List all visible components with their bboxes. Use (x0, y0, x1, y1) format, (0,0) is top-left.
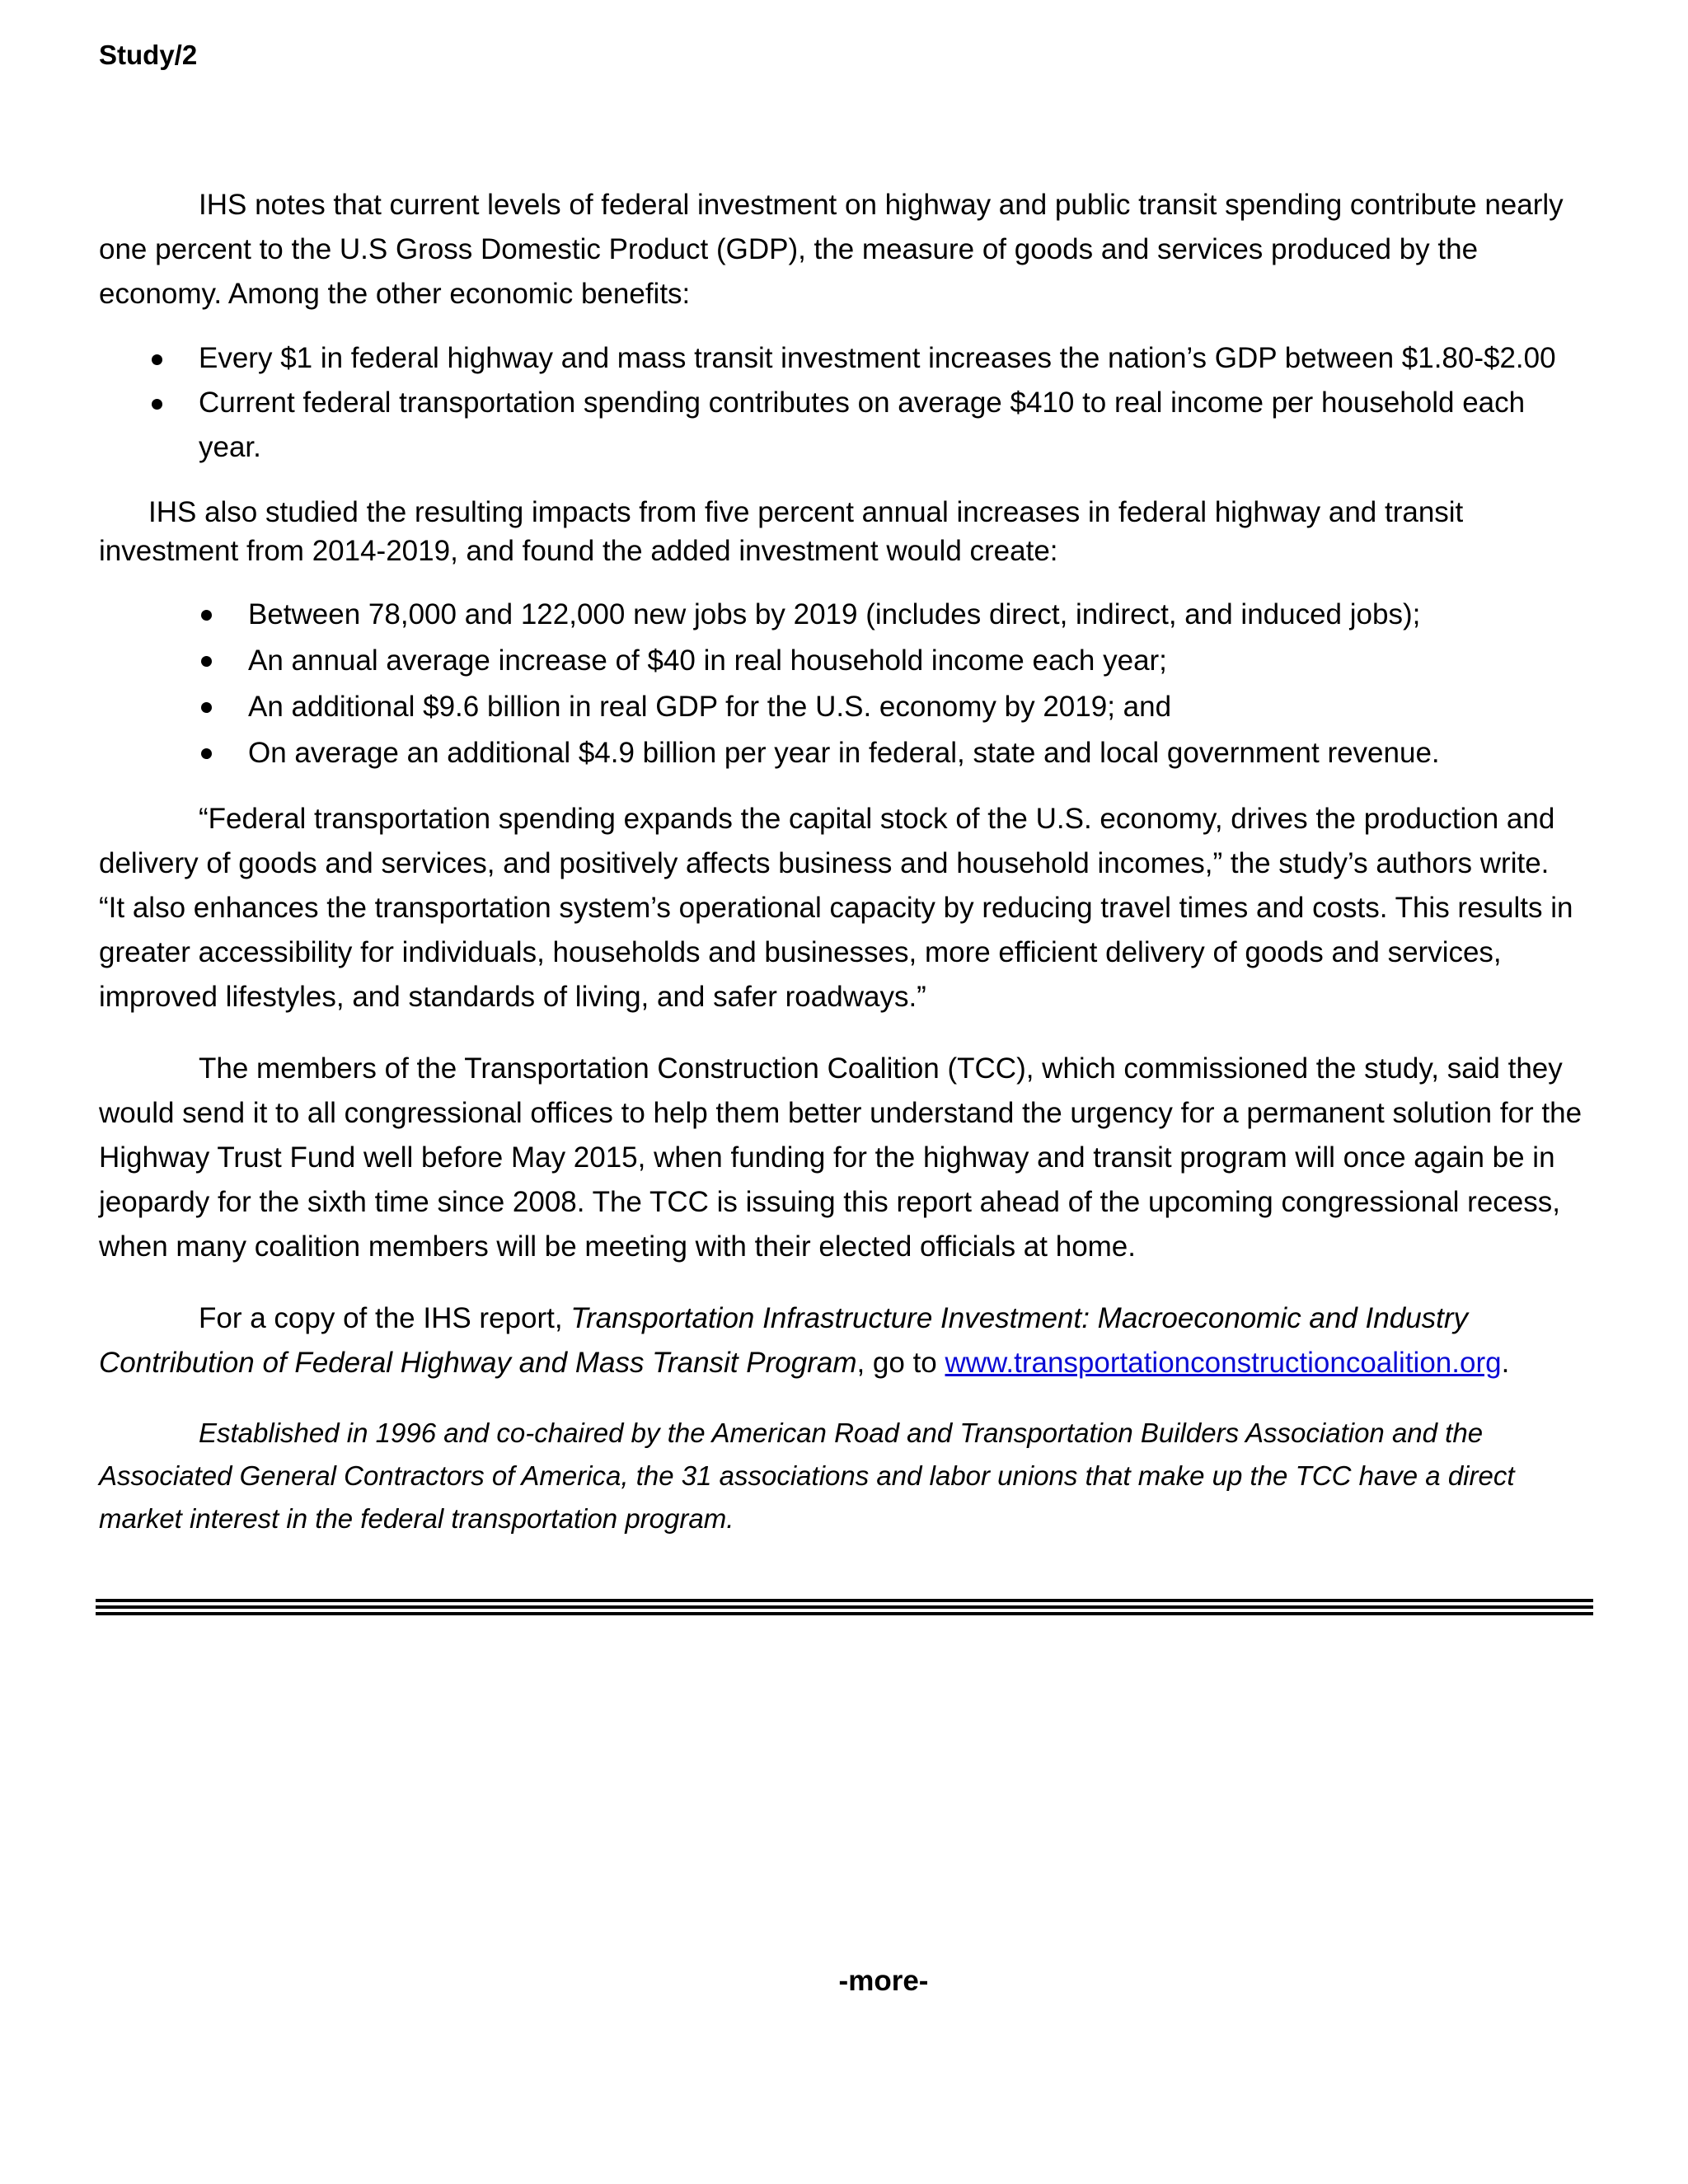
report-copy-lead: For a copy of the IHS report, (199, 1302, 571, 1334)
benefits-list (99, 336, 1582, 470)
paragraph-established: Established in 1996 and co-chaired by the American Road and Transportation Builders Association and the Associated General Contractors of America, the 31 associations and labor unions that make up the TCC have a direct market interest in the federal transportation program. (99, 1418, 1515, 1534)
list-item (99, 381, 1582, 470)
paragraph-tcc-members: The members of the Transportation Construction Coalition (TCC), which commissioned the study, said they would send it to all congressional offices to help them better understand the urgency for a permanent solution for the Highway Trust Fund well before May 2015, when funding for the highway and transit program will once again be in jeopardy for the sixth time since 2008. The TCC is issuing this report ahead of the upcoming congressional recess, when many coalition members will be meeting with their elected officials at home. (99, 1052, 1582, 1263)
list-item (99, 336, 1582, 381)
bullet-icon (201, 748, 212, 759)
paragraph-ihs-notes: IHS notes that current levels of federal investment on highway and public transit spending contribute nearly one percent to the U.S Gross Domestic Product (GDP), the measure of goods and services produced by the economy. Among the other economic benefits: (99, 189, 1564, 310)
report-title: Transportation Infrastructure Investment: Macroeconomic and Industry Contribution of Federal Highway and Mass Transit Program (99, 1302, 1469, 1379)
divider-line (96, 1599, 1593, 1602)
bullet-icon (152, 399, 162, 410)
divider-line (96, 1605, 1593, 1609)
list-item (99, 730, 1582, 776)
list-item-text: Current federal transportation spending contributes on average $410 to real income per household each year. (199, 387, 1526, 463)
list-item-text: On average an additional $4.9 billion per year in federal, state and local government revenue. (248, 737, 1440, 769)
list-item (99, 684, 1582, 730)
paragraph-ihs-studied: IHS also studied the resulting impacts from five percent annual increases in federal highway and transit investment from 2014-2019, and found the added investment would create: (99, 496, 1464, 567)
bullet-icon (201, 656, 212, 667)
bullet-icon (201, 610, 212, 621)
coalition-website-link[interactable]: www.transportationconstructioncoalition.org (945, 1347, 1502, 1379)
list-item-text: An annual average increase of $40 in real household income each year; (248, 644, 1167, 677)
bullet-icon (201, 702, 212, 713)
list-item (99, 592, 1582, 638)
bullet-icon (152, 354, 162, 365)
impacts-list (99, 592, 1582, 776)
more-marker: -more- (838, 1965, 929, 1997)
document-body (99, 183, 1582, 1540)
list-item-text: Every $1 in federal highway and mass transit investment increases the nation’s GDP between $1.80-$2.00 (199, 342, 1556, 374)
divider-line (96, 1612, 1593, 1615)
page-header: Study/2 (99, 40, 198, 70)
paragraph-quote: “Federal transportation spending expands the capital stock of the U.S. economy, drives the production and delivery of goods and services, and positively affects business and household incomes,” the study’s authors write. “It also enhances the transportation system’s operational capacity by reducing travel times and costs. This results in greater accessibility for individuals, households and businesses, more efficient delivery of goods and services, improved lifestyles, and standards of living, and safer roadways.” (99, 803, 1573, 1013)
list-item (99, 638, 1582, 684)
report-copy-end: . (1501, 1347, 1510, 1379)
list-item-text: An additional $9.6 billion in real GDP for the U.S. economy by 2019; and (248, 691, 1172, 723)
triple-rule-divider (96, 1599, 1593, 1619)
list-item-text: Between 78,000 and 122,000 new jobs by 2019 (includes direct, indirect, and induced jobs); (248, 598, 1421, 630)
paragraph-report-copy (99, 1296, 1582, 1385)
report-copy-mid: , go to (856, 1347, 945, 1379)
